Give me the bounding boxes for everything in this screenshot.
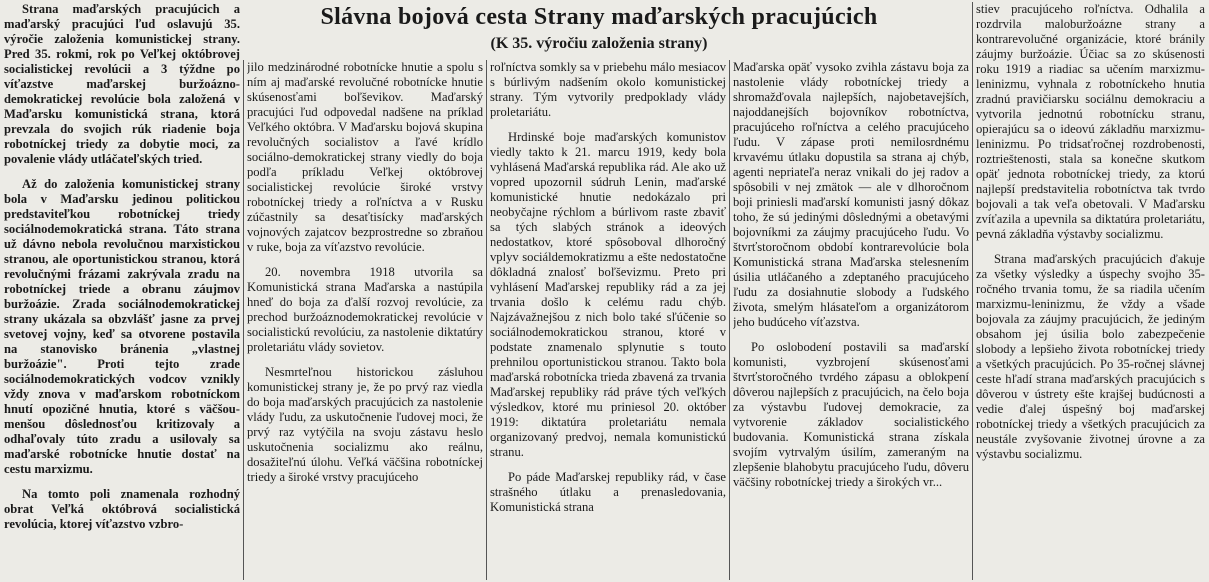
column-5: [976, 2, 1205, 580]
column-divider: [972, 2, 973, 580]
column-3: [490, 60, 726, 580]
paragraph: Strana maďarských pracujúcich ďakuje za všetky výsledky a úspechy svojho 35-ročného trvania tomu, že sa riadila učením marxizmu-leninizmu, že vždy a všade bojovala za záujmy pracujúcich, že jediným obsahom jej úsilia bolo zabezpečenie slobody a lepšieho života robotníckej triedy a všetkých pracujúcich. Po 35-ročnej slávnej ceste hľadí strana maďarských pracujúcich s dôverou v ústrety ešte krajšej budúcnosti a vedie ďalej úspešný boj maďarskej robotníckej triedy a všetkých pracujúcich za neustále zvyšovanie životnej úrovne a za výstavbu socializmu.: [976, 252, 1205, 461]
column-4: [733, 60, 969, 580]
column-divider: [486, 60, 487, 580]
paragraph: 20. novembra 1918 utvorila sa Komunistická strana Maďarska a nastúpila hneď do boja za ďalší rozvoj revolúcie, za prechod buržoáznodemokratickej revolúcie v socialistickú revolúciu, za nastolenie diktatúry proletariátu vlády sovietov.: [247, 265, 483, 354]
column-divider: [729, 60, 730, 580]
paragraph: jilo medzinárodné robotnícke hnutie a spolu s ním aj maďarské revolučné robotnícke hnutie skúsenosťami boľševikov. Maďarský pracujúci ľud odpovedal nadšene na príklad Veľkého októbra. V Maďarsku bojová skupina revolučných socialistov a ľavé krídlo sociálno-demokratickej strany viedly do boja podľa príkladu Veľkej októbrovej socialistickej revolúcie široké vrstvy robotníckej triedy a roľníctva a v Rusku zúčastnily sa desaťtisícky maďarských vojnových zajatcov bezprostredne so zbraňou v ruke, boja za víťazstvo revolúcie.: [247, 60, 483, 254]
paragraph: Strana maďarských pracujúcich a maďarský pracujúci ľud oslavujú 35. výročie založenia komunistickej strany. Pred 35. rokmi, rok po Veľkej októbrovej socialistickej revolúcii a 3 týždne po víťazstve maďarskej buržoázno-demokratickej revolúcie bola založená v Maďarsku komunistická strana, ktorá prevzala do svojich rúk riadenie boja robotníckej triedy za dobytie moci, za povalenie vlády utláčateľských tried.: [4, 2, 240, 166]
column-2: [247, 60, 483, 580]
paragraph: Po oslobodení postavili sa maďarskí komunisti, vyzbrojení skúsenosťami štvrťstoročného tvrdého zápasu a oblokpení dôverou najlepších z pracujúcich, na čelo boja za výstavbu ľudovej demokracie, za vytvorenie základov socialistického budovania. Komunistická strana získala svojím vytrvalým úsilím, zameraným na zlepšenie blahobytu pracujúceho ľudu, dôveru väčšiny robotníckej triedy a širokých vr...: [733, 340, 969, 489]
column-divider: [243, 60, 244, 580]
paragraph: roľníctva somkly sa v priebehu málo mesiacov s búrlivým nadšením okolo komunistickej strany. Tým vytvorily predpoklady vlády proletariátu.: [490, 60, 726, 119]
article-headline: [243, 2, 955, 54]
paragraph: Hrdinské boje maďarských komunistov viedly takto k 21. marcu 1919, kedy bola vyhlásená Maďarská republika rád. Ale ako už vopred upozornil súdruh Lenin, maďarské komunistické hnutie nedokázalo pri neobyčajne rýchlom a búrlivom raste zbaviť sa tých slabých stránok a ideových nedostatkov, ktoré spôsoboval dlhoročný vplyv sociáldemokratizmu a ešte nedostatočne dôkladná znalosť boľševizmu. Preto pri vyhlásení Maďarskej republiky rád a za jej trvania došlo k celému radu chýb. Najzávažnejšou z nich bolo také sľúčenie so sociálnodemokratickou stranou, ktoré v podstate znamenalo splynutie s touto prehnilou oportunistickou stranou. Takto bola maďarská robotnícka trieda zbavená za trvania Maďarskej republiky rád práve tých veľkých výsledkov, ktoré mu priniesol 20. október 1919: diktatúra proletariátu nemala organizovaný predvoj, nemala komunistickú stranu.: [490, 130, 726, 459]
article-title: Slávna bojová cesta Strany maďarských pracujúcich: [320, 4, 878, 30]
column-1: [4, 2, 240, 580]
paragraph: Maďarska opäť vysoko zvihla zástavu boja za nastolenie vlády robotníckej triedy a shromažďovala najlepších, najobetavejších, najoddanejších bojovníkov robotníctva, pracujúceho roľníctva a celého pracujúceho ľudu. V zápase proti nemilosrdnému krvavému útlaku dopustila sa strana aj chýb, agenti nepriateľa neraz vnikali do jej radov a spôsobili v nej zmätok — ale v dlhoročnom boji priniesli maďarskí komunisti jasný dôkaz toho, že sú jedinými dôslednými a obetavými bojovníkmi za záujmy pracujúceho ľudu. Vo štvrťstoročnom období kontrarevolúcie bola Komunistická strana Maďarska stelesnením úsilia utláčaného a zdeptaného pracujúceho ľudu za dosiahnutie slobody a ľudského života, smelým hlásateľom a organizátorom jeho budúceho víťazstva.: [733, 60, 969, 329]
paragraph: Po páde Maďarskej republiky rád, v čase strašného útlaku a prenasledovania, Komunistická strana: [490, 470, 726, 514]
article-subtitle: (K 35. výročiu založenia strany): [490, 35, 708, 52]
paragraph: Až do založenia komunistickej strany bola v Maďarsku jedinou politickou predstaviteľkou robotníckej triedy sociálnodemokratická strana. Táto strana už dávno nebola revolučnou marxistickou stranou, ale oportunistickou stranou, ktorá revolučnými frázami zakrývala zradu na robotníckej triede a obranu záujmov buržoázie. Zrada sociálnodemokratickej strany ukázala sa obzvlášť jasne za prvej svetovej vojny, keď sa otvorene postavila na stanovisko bránenia „vlastnej buržoázie". Proti tejto zrade sociálnodemokratických vodcov vznikly vždy znova v maďarskom robotníckom hnutí opozičné hnutia, ktoré s väčšou-menšou dôslednosťou kritizovaly a odhaľovaly túto zradu a usilovaly sa maďarské robotnícke hnutie dostať na cestu marxizmu.: [4, 177, 240, 476]
paragraph: stiev pracujúceho roľníctva. Odhalila a rozdrvila maloburžoázne strany a kontrarevolučné organizácie, ktoré bránily záujmy buržoázie. Účiac sa zo skúsenosti roku 1919 a riadiac sa učením marxizmu-leninizmu, vyhnala z robotníckeho hnutia zradnú pravičiarsku sociálnu demokraciu a vytvorila jednotnú robotnícku stranu, opierajúcu sa o ideovú základňu marxizmu-leninizmu. Po tridsaťročnej rozdrobenosti, roztrieštenosti, stala sa konečne skutkom opäť jednota robotníckej triedy, za ktorú najlepší predstavitelia robotníctva tak tvrdo bojovali a tak veľa obetovali. V Maďarsku zvíťazila a upevnila sa diktatúra proletariátu, pevná základňa výstavby socializmu.: [976, 2, 1205, 241]
paragraph: Na tomto poli znamenala rozhodný obrat Veľká októbrová socialistická revolúcia, ktorej víťazstvo vzbro-: [4, 487, 240, 531]
paragraph: Nesmrteľnou historickou zásluhou komunistickej strany je, že po prvý raz viedla do boja maďarských pracujúcich za nastolenie vlády ľudu, za uskutočnenie ľudovej moci, že prvý raz vytýčila na svoju zástavu heslo uskutočnenia socializmu ako reálnu, dosažiteľnú úlohu. Veľká väčšina robotníckej triedy a široké vrstvy pracujúceho: [247, 365, 483, 484]
